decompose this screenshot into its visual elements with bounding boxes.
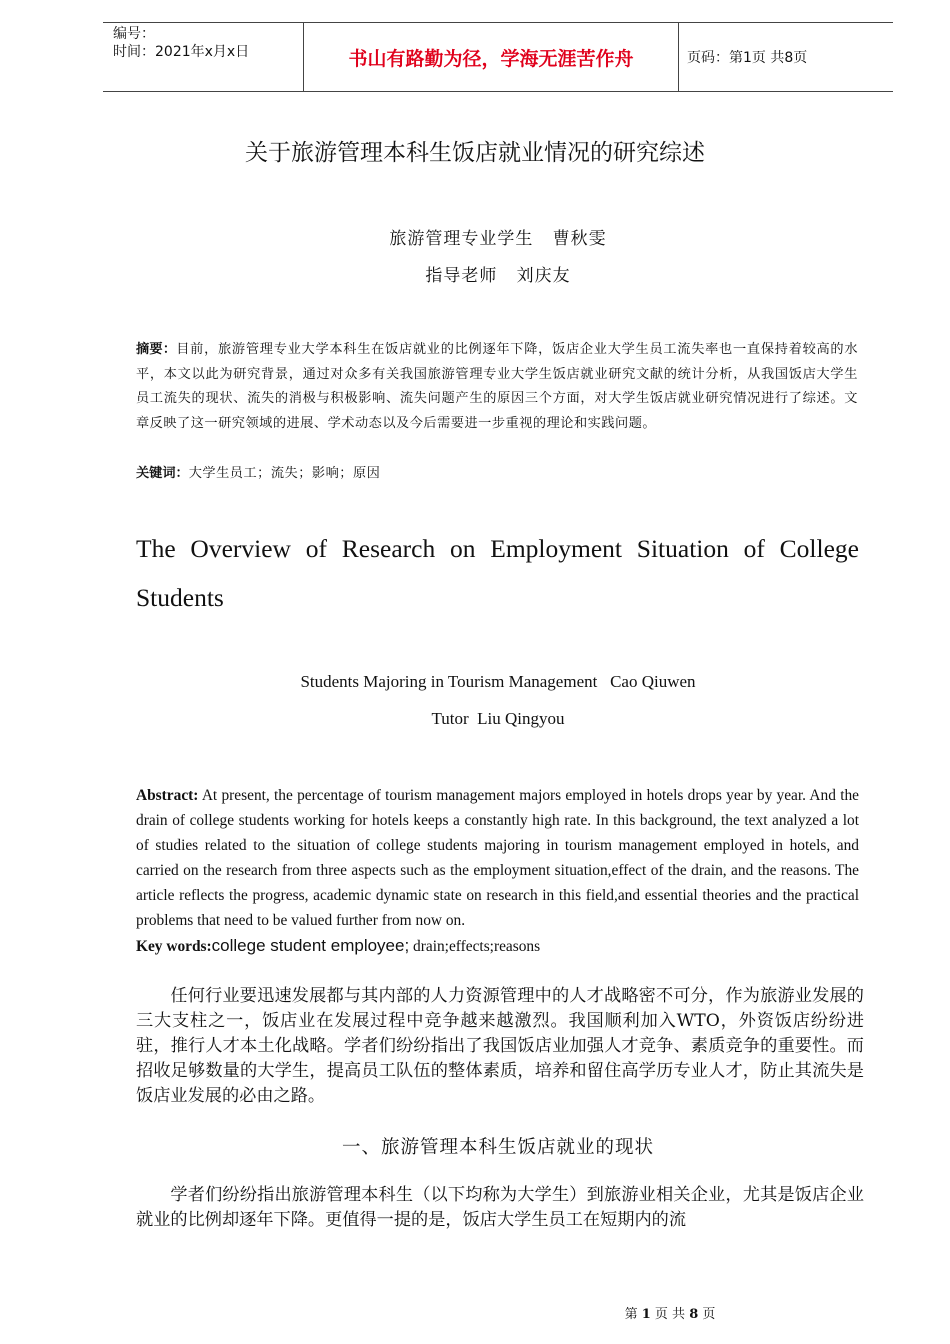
header-left-cell bbox=[103, 23, 301, 93]
keywords-english-label: Key words: bbox=[136, 938, 212, 955]
title-english-line1: The Overview of Research on Employment Situation of College bbox=[136, 534, 859, 563]
tutor-english: Tutor Liu Qingyou bbox=[431, 709, 565, 728]
page-header bbox=[103, 22, 893, 92]
keywords-english bbox=[136, 934, 540, 959]
abstract-english-label: Abstract: bbox=[136, 787, 199, 804]
footer-page-number: 1 bbox=[641, 1307, 651, 1322]
keywords-chinese-label: 关键词： bbox=[136, 466, 189, 481]
footer-prefix: 第 bbox=[624, 1307, 642, 1322]
tutor-chinese: 指导老师 刘庆友 bbox=[425, 266, 571, 286]
header-page-label: 页码：第1页 共8页 bbox=[687, 50, 808, 66]
footer-total-pages: 8 bbox=[689, 1307, 699, 1322]
body-paragraph-2: 学者们纷纷指出旅游管理本科生（以下均称为大学生）到旅游业相关企业，尤其是饭店企业就业的比例却逐年下降。更值得一提的是，饭店大学生员工在短期内的流 bbox=[136, 1185, 864, 1230]
body-paragraph-1: 任何行业要迅速发展都与其内部的人力资源管理中的人才战略密不可分，作为旅游业发展的三大支柱之一，饭店业在发展过程中竞争越来越激烈。我国顺利加入WTO，外资饭店纷纷进驻，推行人才本土化战略。学者们纷纷指出了我国饭店业加强人才竞争、素质竞争的重要性。而招收足够数量的大学生，提高员工队伍的整体素质，培养和留住高学历专业人才，防止其流失是饭店业发展的必由之路。 bbox=[136, 986, 864, 1106]
footer-suffix: 页 bbox=[698, 1307, 716, 1322]
abstract-english bbox=[136, 784, 859, 933]
abstract-chinese-text: 目前，旅游管理专业大学本科生在饭店就业的比例逐年下降，饭店企业大学生员工流失率也一直保持着较高的水平，本文以此为研究背景，通过对众多有关我国旅游管理专业大学生饭店就业研究文献的统计分析，从我国饭店大学生员工流失的现状、流失的消极与积极影响、流失问题产生的原因三个方面，对大学生饭店就业研究情况进行了综述。文章反映了这一研究领域的进展、学术动态以及今后需要进一步重视的理论和实践问题。 bbox=[136, 342, 859, 432]
footer-middle: 页 共 bbox=[650, 1307, 690, 1322]
title-english bbox=[136, 524, 859, 622]
abstract-english-text: At present, the percentage of tourism management majors employed in hotels drops year by year. And the drain of college students working for hotels keeps a constantly high rate. In this background, the text analyzed a lot of studies related to the situation of college students majoring in tourism management employed in hotels, and carried on the research from three aspects such as the employment situation,effect of the drain, and the reasons. The article reflects the progress, academic dynamic state on research in this field,and essential theories and the practical problems that need to be valued further from now on. bbox=[136, 787, 859, 929]
title-english-line2: Students bbox=[136, 583, 224, 612]
date-label: 时间：2021年x月x日 bbox=[113, 44, 250, 60]
abstract-chinese-label: 摘要： bbox=[136, 342, 177, 357]
keywords-chinese-text: 大学生员工；流失；影响；原因 bbox=[188, 466, 381, 481]
keywords-english-first: college student employee; bbox=[211, 936, 410, 955]
abstract-chinese bbox=[136, 338, 858, 437]
page-footer bbox=[0, 1303, 950, 1322]
title-chinese: 关于旅游管理本科生饭店就业情况的研究综述 bbox=[245, 140, 705, 166]
section-heading-1: 一、旅游管理本科生饭店就业的现状 bbox=[341, 1137, 654, 1158]
serial-label: 编号： bbox=[113, 26, 155, 42]
header-motto: 书山有路勤为径，学海无涯苦作舟 bbox=[303, 23, 679, 91]
keywords-chinese bbox=[136, 462, 380, 486]
author-english: Students Majoring in Tourism Management Cao Qiuwen bbox=[300, 672, 696, 691]
author-chinese: 旅游管理专业学生 曹秋雯 bbox=[389, 229, 607, 249]
keywords-english-rest: drain;effects;reasons bbox=[409, 938, 541, 955]
